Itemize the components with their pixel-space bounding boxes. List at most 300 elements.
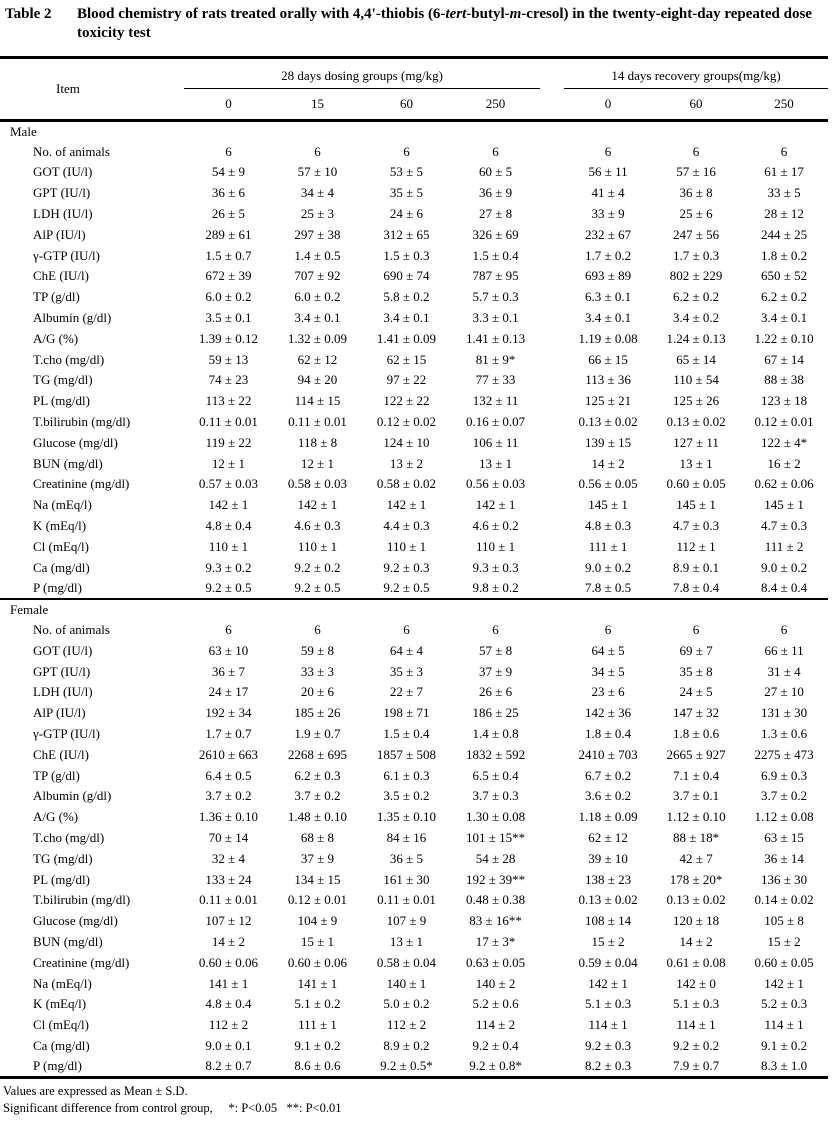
value-cell: 110 ± 1 (208, 538, 249, 554)
row-item-label: A/G (%) (33, 330, 79, 346)
value-cell: 37 ± 9 (478, 663, 513, 679)
value-cell: 6 (403, 143, 410, 159)
value-cell: 3.6 ± 0.2 (584, 788, 632, 804)
value-cell: 1.35 ± 0.10 (376, 809, 437, 825)
section-label: Female (10, 601, 49, 617)
value-cell: 3.7 ± 0.2 (205, 788, 252, 804)
column-gap (540, 869, 564, 890)
value-cell: 39 ± 10 (588, 850, 628, 866)
value-cell: 6 (314, 622, 321, 638)
value-cell: 672 ± 39 (205, 268, 252, 284)
value-cell: 36 ± 6 (211, 185, 246, 201)
value-cell: 1.19 ± 0.08 (578, 330, 638, 346)
row-item-label: PL (mg/dl) (33, 871, 90, 887)
value-cell: 693 ± 89 (584, 268, 632, 284)
footnote-mean-sd: Values are expressed as Mean ± S.D. (3, 1083, 188, 1098)
row-item-label: P (mg/dl) (0, 578, 184, 599)
value-cell: 3.4 ± 0.1 (584, 310, 632, 326)
value-cell: 5.0 ± 0.2 (383, 996, 430, 1012)
value-cell: 32 ± 4 (211, 850, 246, 866)
value-cell: 1.4 ± 0.8 (472, 726, 519, 741)
value-cell: 1.22 ± 0.10 (754, 330, 814, 346)
row-item-label: Glucose (mg/dl) (33, 434, 118, 450)
value-cell: 123 ± 18 (760, 393, 808, 409)
value-cell: 24 ± 5 (679, 684, 713, 700)
value-cell: 57 ± 16 (676, 164, 716, 180)
value-cell: 15 ± 2 (767, 933, 801, 949)
value-cell: 9.2 ± 0.8* (451, 1056, 540, 1077)
value-cell: 114 ± 15 (294, 393, 341, 409)
value-cell: 0.59 ± 0.04 (578, 954, 638, 970)
value-cell: 6 (492, 622, 499, 638)
row-item-label: Ca (mg/dl) (33, 559, 90, 575)
column-gap (540, 973, 564, 994)
value-cell: 14 ± 2 (591, 455, 625, 471)
table-row (0, 1036, 828, 1057)
value-cell: 131 ± 30 (760, 705, 808, 721)
value-cell: 69 ± 7 (679, 642, 713, 658)
value-cell: 4.8 ± 0.4 (205, 518, 252, 534)
table-row (0, 287, 828, 308)
value-cell: 77 ± 33 (475, 372, 516, 388)
value-cell: 6 (314, 143, 321, 159)
value-cell: 4.6 ± 0.2 (472, 518, 519, 534)
value-cell: 0.13 ± 0.02 (666, 414, 726, 430)
value-cell: 16 ± 2 (767, 455, 801, 471)
value-cell: 0.14 ± 0.02 (754, 892, 814, 908)
column-gap (540, 848, 564, 869)
value-cell: 6 (692, 143, 700, 159)
value-cell: 0.63 ± 0.05 (465, 954, 526, 970)
table-row (0, 1056, 828, 1077)
table-row (0, 516, 828, 537)
dose-header-dosing-0: 0 (184, 89, 273, 121)
column-gap (540, 1036, 564, 1057)
value-cell: 312 ± 65 (383, 226, 430, 242)
value-cell: 0.62 ± 0.06 (754, 476, 814, 492)
value-cell: 6.7 ± 0.2 (584, 767, 632, 783)
value-cell: 88 ± 18* (672, 829, 720, 845)
dose-header-dosing-250: 250 (451, 89, 540, 121)
row-item-label: TG (mg/dl) (33, 850, 93, 866)
table-row (0, 162, 828, 183)
value-cell: 107 ± 9 (386, 913, 427, 929)
column-gap (540, 578, 564, 599)
value-cell: 104 ± 9 (297, 913, 338, 929)
column-gap (540, 224, 564, 245)
value-cell: 113 ± 36 (585, 372, 631, 388)
value-cell: 110 ± 1 (386, 538, 427, 554)
table-row (0, 682, 828, 703)
value-cell: 140 ± 1 (386, 975, 427, 991)
table-row (0, 640, 828, 661)
value-cell: 6 (403, 622, 410, 638)
table-row (0, 328, 828, 349)
value-cell: 6.1 ± 0.3 (383, 767, 430, 783)
value-cell: 3.7 ± 0.1 (672, 788, 720, 804)
row-item-label: GPT (IU/l) (33, 185, 91, 201)
value-cell: 9.2 ± 0.3 (383, 559, 430, 575)
value-cell: 2275 ± 473 (754, 746, 814, 762)
value-cell: 1.39 ± 0.12 (198, 330, 259, 346)
value-cell: 108 ± 14 (584, 913, 632, 929)
column-gap (540, 952, 564, 973)
column-gap (540, 640, 564, 661)
column-gap (540, 786, 564, 807)
value-cell: 3.4 ± 0.1 (760, 310, 808, 326)
value-cell: 24 ± 6 (389, 206, 424, 222)
column-gap (540, 807, 564, 828)
value-cell: 62 ± 12 (588, 829, 628, 845)
value-cell: 111 ± 1 (298, 1017, 337, 1033)
value-cell: 63 ± 15 (764, 829, 804, 845)
value-cell: 9.3 ± 0.2 (205, 559, 252, 575)
value-cell: 178 ± 20* (669, 871, 723, 887)
value-cell: 59 ± 13 (208, 351, 249, 367)
value-cell: 56 ± 11 (588, 164, 628, 180)
row-item-label: Glucose (mg/dl) (33, 913, 118, 929)
value-cell: 12 ± 1 (300, 455, 335, 471)
item-column-header: Item (0, 58, 184, 121)
value-cell: 0.13 ± 0.02 (578, 892, 638, 908)
value-cell: 186 ± 25 (472, 705, 519, 721)
value-cell: 110 ± 54 (673, 372, 719, 388)
table-row (0, 703, 828, 724)
value-cell: 142 ± 1 (588, 975, 628, 991)
column-gap (540, 932, 564, 953)
value-cell: 1.32 ± 0.09 (287, 330, 348, 346)
value-cell: 33 ± 3 (300, 663, 335, 679)
value-cell: 8.6 ± 0.6 (273, 1056, 362, 1077)
value-cell: 3.5 ± 0.1 (205, 310, 252, 326)
table-row (0, 204, 828, 225)
value-cell: 6 (225, 622, 232, 638)
dosing-group-header: 28 days dosing groups (mg/kg) (184, 58, 540, 89)
value-cell: 54 ± 9 (211, 164, 246, 180)
value-cell: 0.58 ± 0.03 (287, 476, 348, 492)
value-cell: 9.8 ± 0.2 (451, 578, 540, 599)
value-cell: 88 ± 38 (764, 372, 804, 388)
value-cell: 1.3 ± 0.6 (760, 726, 808, 741)
value-cell: 1.41 ± 0.13 (465, 330, 526, 346)
row-item-label: GPT (IU/l) (33, 663, 91, 679)
value-cell: 31 ± 4 (767, 663, 801, 679)
value-cell: 1.7 ± 0.7 (205, 726, 252, 741)
table-row (0, 557, 828, 578)
value-cell: 6 (692, 622, 700, 638)
row-item-label: T.bilirubin (mg/dl) (33, 414, 131, 430)
value-cell: 66 ± 11 (764, 642, 804, 658)
column-gap (540, 1056, 564, 1077)
table-row (0, 536, 828, 557)
column-gap (540, 1015, 564, 1036)
value-cell: 0.60 ± 0.06 (287, 954, 348, 970)
value-cell: 297 ± 38 (294, 226, 341, 242)
value-cell: 247 ± 56 (672, 226, 720, 242)
row-item-label: Albumin (g/dl) (33, 310, 112, 326)
value-cell: 0.11 ± 0.01 (199, 892, 258, 908)
row-item-label: T.cho (mg/dl) (33, 829, 105, 845)
table-row (0, 453, 828, 474)
column-gap (540, 620, 564, 641)
column-gap (540, 536, 564, 557)
value-cell: 142 ± 1 (475, 497, 516, 513)
value-cell: 6.2 ± 0.2 (672, 289, 720, 305)
value-cell: 54 ± 28 (475, 850, 516, 866)
value-cell: 22 ± 7 (389, 684, 424, 700)
column-gap (540, 703, 564, 724)
value-cell: 0.11 ± 0.01 (199, 414, 258, 430)
value-cell: 9.0 ± 0.2 (584, 559, 632, 575)
value-cell: 34 ± 4 (300, 185, 335, 201)
value-cell: 0.12 ± 0.01 (287, 892, 348, 908)
value-cell: 111 ± 1 (588, 538, 628, 554)
value-cell: 192 ± 39** (465, 871, 526, 887)
value-cell: 326 ± 69 (472, 226, 519, 242)
value-cell: 13 ± 1 (478, 455, 513, 471)
blood-chemistry-table (0, 56, 828, 1079)
row-item-label: No. of animals (33, 622, 110, 638)
value-cell: 0.11 ± 0.01 (377, 892, 436, 908)
row-item-label: ChE (IU/l) (33, 746, 89, 762)
table-row (0, 911, 828, 932)
value-cell: 139 ± 15 (584, 434, 632, 450)
row-item-label: γ-GTP (IU/l) (33, 726, 100, 741)
value-cell: 1.4 ± 0.5 (294, 247, 341, 263)
value-cell: 198 ± 71 (383, 705, 430, 721)
value-cell: 119 ± 22 (205, 434, 252, 450)
value-cell: 113 ± 22 (205, 393, 252, 409)
row-item-label: Ca (mg/dl) (33, 1037, 90, 1053)
value-cell: 147 ± 32 (672, 705, 720, 721)
value-cell: 9.2 ± 0.5 (273, 578, 362, 599)
value-cell: 142 ± 1 (764, 975, 804, 991)
value-cell: 6.9 ± 0.3 (760, 767, 808, 783)
value-cell: 122 ± 22 (383, 393, 430, 409)
value-cell: 8.2 ± 0.7 (184, 1056, 273, 1077)
value-cell: 1.36 ± 0.10 (198, 809, 259, 825)
value-cell: 142 ± 1 (208, 497, 249, 513)
value-cell: 9.3 ± 0.3 (472, 559, 519, 575)
value-cell: 114 ± 1 (588, 1017, 628, 1033)
table-row (0, 245, 828, 266)
value-cell: 787 ± 95 (472, 268, 519, 284)
value-cell: 9.1 ± 0.2 (294, 1037, 341, 1053)
value-cell: 3.7 ± 0.2 (294, 788, 341, 804)
value-cell: 15 ± 2 (591, 933, 625, 949)
value-cell: 8.4 ± 0.4 (740, 578, 828, 599)
value-cell: 6 (780, 143, 788, 159)
value-cell: 27 ± 10 (764, 684, 804, 700)
value-cell: 107 ± 12 (205, 913, 252, 929)
table-row (0, 724, 828, 745)
dose-header-recovery-250: 250 (740, 89, 828, 121)
value-cell: 1.5 ± 0.4 (472, 247, 519, 263)
value-cell: 185 ± 26 (294, 705, 341, 721)
value-cell: 17 ± 3* (475, 933, 516, 949)
value-cell: 114 ± 1 (676, 1017, 716, 1033)
column-gap (540, 661, 564, 682)
value-cell: 0.12 ± 0.02 (376, 414, 437, 430)
value-cell: 120 ± 18 (672, 913, 720, 929)
table-row (0, 495, 828, 516)
value-cell: 6.3 ± 0.1 (584, 289, 632, 305)
column-gap (540, 89, 564, 121)
value-cell: 94 ± 20 (297, 372, 338, 388)
dose-header-recovery-0: 0 (564, 89, 652, 121)
table-title-text: Blood chemistry of rats treated orally with 4,4'-thiobis (6-tert-butyl-m-cresol) in the twenty-eight-day repeated dose toxicity test (77, 6, 812, 41)
table-row (0, 848, 828, 869)
value-cell: 5.7 ± 0.3 (472, 289, 519, 305)
row-item-label: GOT (IU/l) (33, 642, 93, 658)
row-item-label: Albumin (g/dl) (33, 788, 112, 804)
row-item-label: A/G (%) (33, 809, 79, 825)
value-cell: 133 ± 24 (205, 871, 252, 887)
value-cell: 35 ± 3 (389, 663, 424, 679)
value-cell: 25 ± 3 (300, 206, 335, 222)
column-gap (540, 328, 564, 349)
value-cell: 6.5 ± 0.4 (472, 767, 519, 783)
value-cell: 112 ± 2 (208, 1017, 249, 1033)
column-gap (540, 994, 564, 1015)
value-cell: 5.1 ± 0.2 (294, 996, 341, 1012)
row-item-label: TP (g/dl) (33, 289, 80, 305)
value-cell: 9.2 ± 0.5 (184, 578, 273, 599)
value-cell: 1.12 ± 0.10 (666, 809, 726, 825)
value-cell: 4.8 ± 0.3 (584, 518, 632, 534)
value-cell: 145 ± 1 (676, 497, 716, 513)
table-number: Table 2 (5, 6, 52, 22)
value-cell: 141 ± 1 (297, 975, 338, 991)
section-label-row (0, 599, 828, 620)
value-cell: 68 ± 8 (300, 829, 335, 845)
table-row (0, 1015, 828, 1036)
value-cell: 3.4 ± 0.1 (383, 310, 430, 326)
column-gap (540, 370, 564, 391)
table-title (0, 0, 834, 43)
value-cell: 289 ± 61 (205, 226, 252, 242)
table-row (0, 308, 828, 329)
value-cell: 37 ± 9 (300, 850, 335, 866)
row-item-label: GOT (IU/l) (33, 164, 93, 180)
footnote-significance: Significant difference from control group, *: P<0.05 **: P<0.01 (3, 1100, 342, 1115)
value-cell: 36 ± 8 (679, 185, 713, 201)
column-gap (540, 516, 564, 537)
value-cell: 112 ± 2 (386, 1017, 427, 1033)
value-cell: 4.7 ± 0.3 (672, 518, 720, 534)
value-cell: 0.16 ± 0.07 (465, 414, 526, 430)
value-cell: 34 ± 5 (591, 663, 625, 679)
row-item-label: γ-GTP (IU/l) (33, 247, 100, 263)
column-gap (540, 765, 564, 786)
column-gap (540, 453, 564, 474)
value-cell: 13 ± 1 (389, 933, 424, 949)
row-item-label: TP (g/dl) (33, 767, 80, 783)
value-cell: 0.48 ± 0.38 (465, 892, 526, 908)
value-cell: 36 ± 9 (478, 185, 513, 201)
table-row (0, 744, 828, 765)
value-cell: 125 ± 21 (584, 393, 632, 409)
value-cell: 105 ± 8 (764, 913, 804, 929)
value-cell: 26 ± 5 (211, 206, 246, 222)
value-cell: 3.7 ± 0.2 (760, 788, 808, 804)
value-cell: 0.58 ± 0.02 (376, 476, 437, 492)
value-cell: 9.1 ± 0.2 (760, 1037, 808, 1053)
value-cell: 106 ± 11 (472, 434, 519, 450)
value-cell: 690 ± 74 (383, 268, 430, 284)
value-cell: 4.4 ± 0.3 (383, 518, 430, 534)
value-cell: 111 ± 2 (764, 538, 804, 554)
value-cell: 124 ± 10 (383, 434, 430, 450)
value-cell: 8.3 ± 1.0 (740, 1056, 828, 1077)
value-cell: 4.7 ± 0.3 (760, 518, 808, 534)
row-item-label: T.bilirubin (mg/dl) (33, 892, 131, 908)
row-item-label: No. of animals (33, 143, 110, 159)
section-label: Male (10, 123, 37, 139)
table-footnotes (0, 1079, 834, 1117)
row-item-label: K (mEq/l) (33, 518, 87, 534)
value-cell: 161 ± 30 (383, 871, 430, 887)
value-cell: 142 ± 0 (676, 975, 716, 991)
value-cell: 9.0 ± 0.1 (205, 1037, 252, 1053)
value-cell: 6.2 ± 0.2 (760, 289, 808, 305)
value-cell: 67 ± 14 (764, 351, 804, 367)
value-cell: 2665 ± 927 (666, 746, 726, 762)
table-row (0, 828, 828, 849)
dose-header-dosing-60: 60 (362, 89, 451, 121)
value-cell: 8.9 ± 0.2 (383, 1037, 430, 1053)
header-group-row (0, 58, 828, 89)
value-cell: 70 ± 14 (208, 829, 249, 845)
value-cell: 134 ± 15 (294, 871, 341, 887)
value-cell: 0.13 ± 0.02 (666, 892, 726, 908)
column-gap (540, 141, 564, 162)
value-cell: 28 ± 12 (764, 206, 804, 222)
value-cell: 63 ± 10 (208, 642, 249, 658)
column-gap (540, 287, 564, 308)
value-cell: 1.5 ± 0.7 (205, 247, 252, 263)
column-gap (540, 349, 564, 370)
value-cell: 6 (604, 143, 612, 159)
table-row (0, 474, 828, 495)
table-row (0, 349, 828, 370)
value-cell: 7.9 ± 0.7 (652, 1056, 740, 1077)
value-cell: 0.58 ± 0.04 (376, 954, 437, 970)
value-cell: 74 ± 23 (208, 372, 249, 388)
value-cell: 192 ± 34 (205, 705, 252, 721)
value-cell: 5.8 ± 0.2 (383, 289, 430, 305)
value-cell: 15 ± 1 (300, 933, 335, 949)
row-item-label: Creatinine (mg/dl) (33, 476, 130, 492)
column-gap (540, 890, 564, 911)
row-item-label: T.cho (mg/dl) (33, 351, 105, 367)
value-cell: 61 ± 17 (764, 164, 804, 180)
table-row (0, 266, 828, 287)
value-cell: 33 ± 9 (591, 206, 625, 222)
value-cell: 83 ± 16** (469, 913, 522, 929)
value-cell: 125 ± 26 (672, 393, 720, 409)
row-item-label: Cl (mEq/l) (33, 1017, 89, 1033)
value-cell: 110 ± 1 (475, 538, 516, 554)
dose-header-dosing-15: 15 (273, 89, 362, 121)
value-cell: 9.2 ± 0.3 (584, 1037, 632, 1053)
row-item-label: TG (mg/dl) (33, 372, 93, 388)
value-cell: 6.2 ± 0.3 (294, 767, 341, 783)
column-gap (540, 391, 564, 412)
value-cell: 114 ± 2 (475, 1017, 516, 1033)
value-cell: 4.6 ± 0.3 (294, 518, 341, 534)
table-row (0, 661, 828, 682)
